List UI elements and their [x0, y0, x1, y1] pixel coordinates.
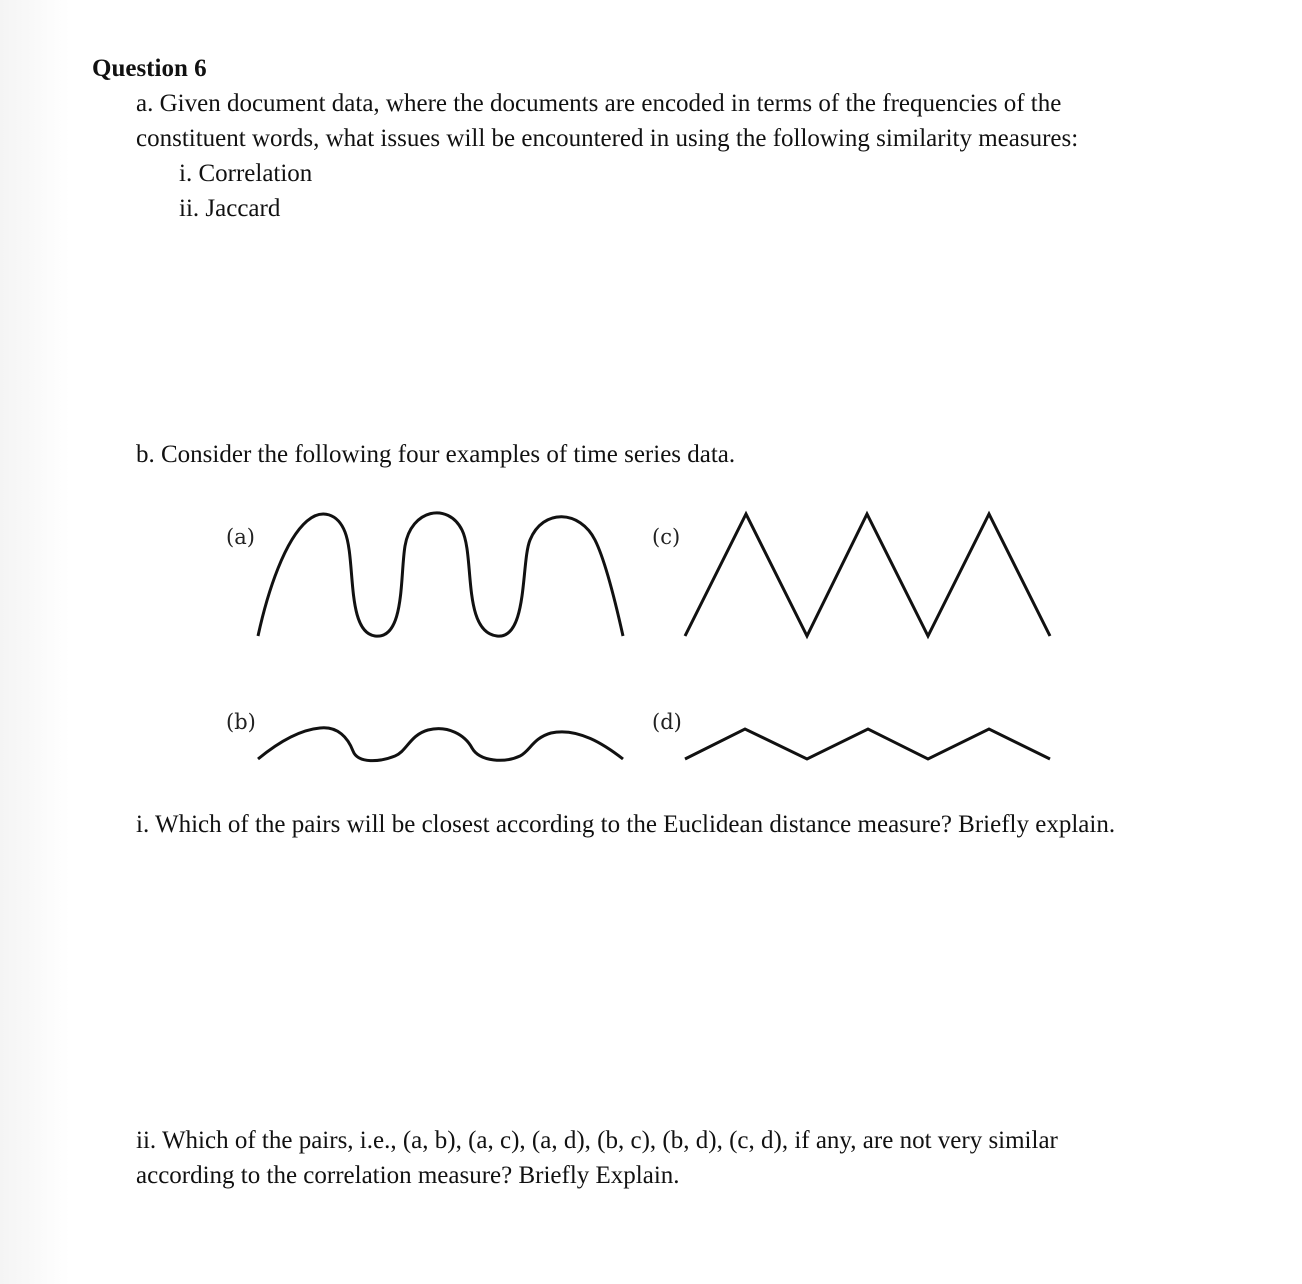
series-label-b: (b)	[226, 710, 256, 734]
question-title: Question 6	[92, 55, 207, 82]
part-b-intro: b. Consider the following four examples of time series data.	[136, 441, 736, 468]
series-a-wave	[258, 513, 623, 636]
part-a-item-correlation: i. Correlation	[179, 160, 313, 187]
series-b-wave	[258, 728, 623, 761]
part-a-item-jaccard: ii. Jaccard	[179, 195, 281, 222]
series-c-zigzag	[685, 514, 1050, 636]
series-label-a: (a)	[226, 525, 255, 549]
part-a-text-line-1: a. Given document data, where the documents are encoded in terms of the frequencies of the	[136, 90, 1062, 117]
series-d-zigzag	[685, 729, 1050, 759]
question-b-ii-line-2: according to the correlation measure? Briefly Explain.	[136, 1162, 680, 1189]
series-label-c: (c)	[652, 525, 681, 549]
question-b-ii-line-1: ii. Which of the pairs, i.e., (a, b), (a, c), (a, d), (b, c), (b, d), (c, d), if any, are not very similar	[136, 1127, 1058, 1154]
page-edge-shade	[0, 0, 70, 1284]
part-a-text-line-2: constituent words, what issues will be encountered in using the following similarity measures:	[136, 125, 1079, 152]
series-label-d: (d)	[652, 710, 682, 734]
question-b-i: i. Which of the pairs will be closest according to the Euclidean distance measure? Briefly explain.	[136, 811, 1116, 838]
